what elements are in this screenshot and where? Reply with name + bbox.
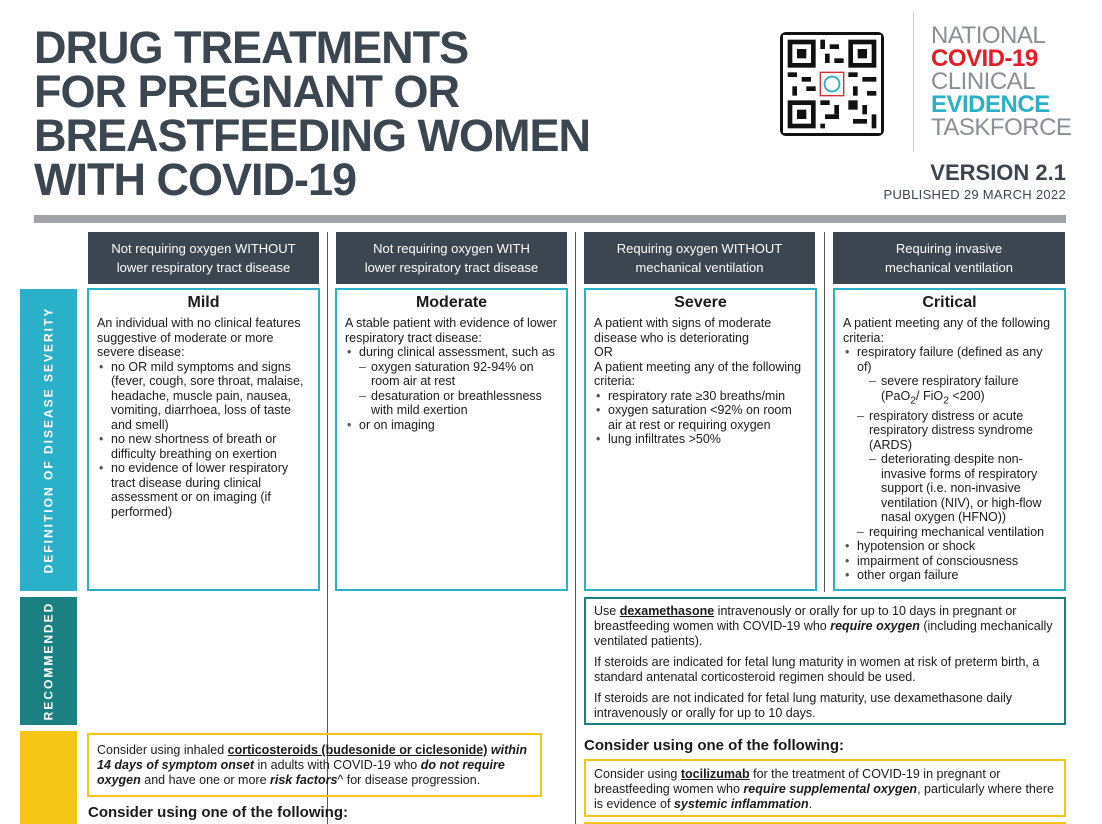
consider-text xyxy=(97,743,532,788)
published-date: PUBLISHED 29 MARCH 2022 xyxy=(883,187,1066,202)
emphasis: do not require oxygen xyxy=(97,758,505,787)
critical-card xyxy=(833,288,1066,591)
recommendation-text: If steroids are indicated for fetal lung maturity in women at risk of preterm birth, a standard antenatal corticosteroid regimen should be used. xyxy=(594,655,1040,684)
title-line: DRUG TREATMENTS xyxy=(34,22,469,73)
recommendation-text: If steroids are not indicated for fetal lung maturity, use dexamethasone daily intravenously or orally for up to 10 days. xyxy=(594,691,1013,720)
list-item: • no evidence of lower respiratory tract disease during clinical assessment or on imaging (if performed) xyxy=(111,461,310,519)
sidebar-consider xyxy=(20,731,77,824)
column-separator xyxy=(575,232,576,824)
text: <200) xyxy=(948,388,985,403)
text: intravenously or orally for up to 10 days in pregnant or breastfeeding women with COVID-19 who xyxy=(594,604,1017,633)
text: , particularly where there is evidence of xyxy=(594,782,1054,811)
list-subitem: – deteriorating despite non-invasive forms of respiratory support (i.e. non-invasive ventilation (NIV), or high-flow nasal oxygen (HFNO)) xyxy=(857,452,1056,525)
text: for the treatment of COVID-19 in pregnant or breastfeeding women who xyxy=(594,767,1001,796)
card-heading: Moderate xyxy=(415,294,488,311)
version-label: VERSION 2.1 xyxy=(930,160,1066,185)
column-header-line: Not requiring oxygen WITHOUT xyxy=(111,241,296,256)
subscript: 2 xyxy=(910,395,916,406)
sidebar-recommended xyxy=(20,597,77,725)
column-header-line: mechanical ventilation xyxy=(885,260,1013,275)
emphasis: systemic inflammation xyxy=(673,797,809,811)
drug-link-tocilizumab[interactable]: tocilizumab xyxy=(680,767,750,781)
list-subitem: – requiring mechanical ventilation xyxy=(857,525,1056,540)
list-item: • during clinical assessment, such as xyxy=(359,345,558,360)
card-intro: A stable patient with evidence of lower respiratory tract disease: xyxy=(345,316,557,345)
emphasis: require oxygen xyxy=(830,619,920,633)
recommended-box xyxy=(584,597,1066,725)
card-heading: Critical xyxy=(922,294,977,311)
title-line: BREASTFEEDING WOMEN xyxy=(34,110,591,161)
list-item: • no OR mild symptoms and signs (fever, cough, sore throat, malaise, headache, muscle pain, nausea, vomiting, diarrhoea, loss of taste and smell) xyxy=(111,360,310,433)
card-or: OR xyxy=(594,345,613,359)
text: and have one or more xyxy=(140,773,271,787)
column-header-line: lower respiratory tract disease xyxy=(364,260,539,275)
logo-line: COVID-19 xyxy=(931,45,1038,72)
card-heading: Mild xyxy=(187,294,220,311)
subscript: 2 xyxy=(943,395,949,406)
emphasis: require supplemental oxygen xyxy=(743,782,918,796)
text: Use xyxy=(594,604,620,618)
logo-line: NATIONAL xyxy=(931,22,1046,49)
list-subitem: – respiratory distress or acute respiratory distress syndrome (ARDS) xyxy=(857,409,1056,453)
column-header-moderate xyxy=(336,232,567,284)
qr-code-icon xyxy=(783,35,881,133)
text: . xyxy=(808,797,813,811)
card-heading: Severe xyxy=(674,294,727,311)
page-title xyxy=(34,22,634,205)
column-separator xyxy=(824,232,825,592)
column-header-line: Not requiring oxygen WITH xyxy=(373,241,530,256)
text: severe respiratory failure (PaO xyxy=(881,374,1019,403)
emphasis: risk factors xyxy=(270,773,338,787)
sidebar-label: DEFINITION OF DISEASE SEVERITY xyxy=(41,306,56,574)
list-subitem xyxy=(857,374,1056,409)
list-item: • hypotension or shock xyxy=(857,539,1056,554)
text: / xyxy=(915,388,920,403)
list-item: • respiratory failure (defined as any of) xyxy=(857,345,1056,374)
text: (including mechanically ventilated patients). xyxy=(594,619,1053,648)
column-header-line: lower respiratory tract disease xyxy=(116,260,291,275)
column-header-line: Requiring invasive xyxy=(895,241,1003,256)
severe-card xyxy=(584,288,817,591)
column-header-critical xyxy=(833,232,1065,284)
list-item: • lung infiltrates >50% xyxy=(608,432,807,447)
header-divider xyxy=(34,215,1066,223)
column-header-mild xyxy=(88,232,319,284)
logo-line: EVIDENCE xyxy=(931,91,1050,118)
consider-heading-right: Consider using one of the following: xyxy=(584,737,844,754)
list-subitem: – desaturation or breathlessness with mild exertion xyxy=(359,389,558,418)
mild-card xyxy=(87,288,320,591)
list-item: • no new shortness of breath or difficulty breathing on exertion xyxy=(111,432,310,461)
card-intro: An individual with no clinical features suggestive of moderate or more severe disease: xyxy=(97,316,301,359)
text: Consider using inhaled xyxy=(97,743,228,757)
emphasis: within 14 days of symptom onset xyxy=(97,743,527,772)
text: Consider using xyxy=(594,767,681,781)
sidebar-label: RECOMMENDED xyxy=(41,601,56,721)
list-item: • or on imaging xyxy=(359,418,558,433)
drug-link-corticosteroids[interactable]: corticosteroids (budesonide or ciclesonide) xyxy=(227,743,488,757)
sidebar-definition xyxy=(20,289,77,591)
list-item: • oxygen saturation <92% on room air at rest or requiring oxygen xyxy=(608,403,807,432)
logo-line: TASKFORCE xyxy=(931,114,1072,141)
card-intro: A patient with signs of moderate disease who is deteriorating xyxy=(594,316,772,345)
consider-inhaled-box xyxy=(87,733,542,797)
title-line: WITH COVID-19 xyxy=(34,154,357,205)
drug-link-dexamethasone[interactable]: dexamethasone xyxy=(619,604,715,618)
title-line: FOR PREGNANT OR xyxy=(34,66,460,117)
taskforce-logo xyxy=(931,24,1071,139)
column-header-line: mechanical ventilation xyxy=(635,260,764,275)
consider-text xyxy=(594,767,1056,812)
list-item: • respiratory rate ≥30 breaths/min xyxy=(608,389,807,404)
moderate-card xyxy=(335,288,568,591)
qr-code[interactable] xyxy=(780,32,884,136)
text: ^ for disease progression. xyxy=(337,773,481,787)
logo-divider xyxy=(913,12,914,152)
card-intro: A patient meeting any of the following criteria: xyxy=(594,359,802,388)
column-header-line: Requiring oxygen WITHOUT xyxy=(616,241,783,256)
consider-heading-left: Consider using one of the following: xyxy=(88,804,348,821)
recommendation-text xyxy=(594,604,1056,649)
text: FiO xyxy=(922,388,944,403)
list-item: • impairment of consciousness xyxy=(857,554,1056,569)
text: in adults with COVID-19 who xyxy=(254,758,421,772)
column-header-severe xyxy=(584,232,815,284)
logo-line: CLINICAL xyxy=(931,68,1036,95)
consider-tocilizumab-box xyxy=(584,759,1066,817)
list-item: • other organ failure xyxy=(857,568,1056,583)
list-subitem: – oxygen saturation 92-94% on room air at rest xyxy=(359,360,558,389)
card-intro: A patient meeting any of the following criteria: xyxy=(843,316,1051,345)
